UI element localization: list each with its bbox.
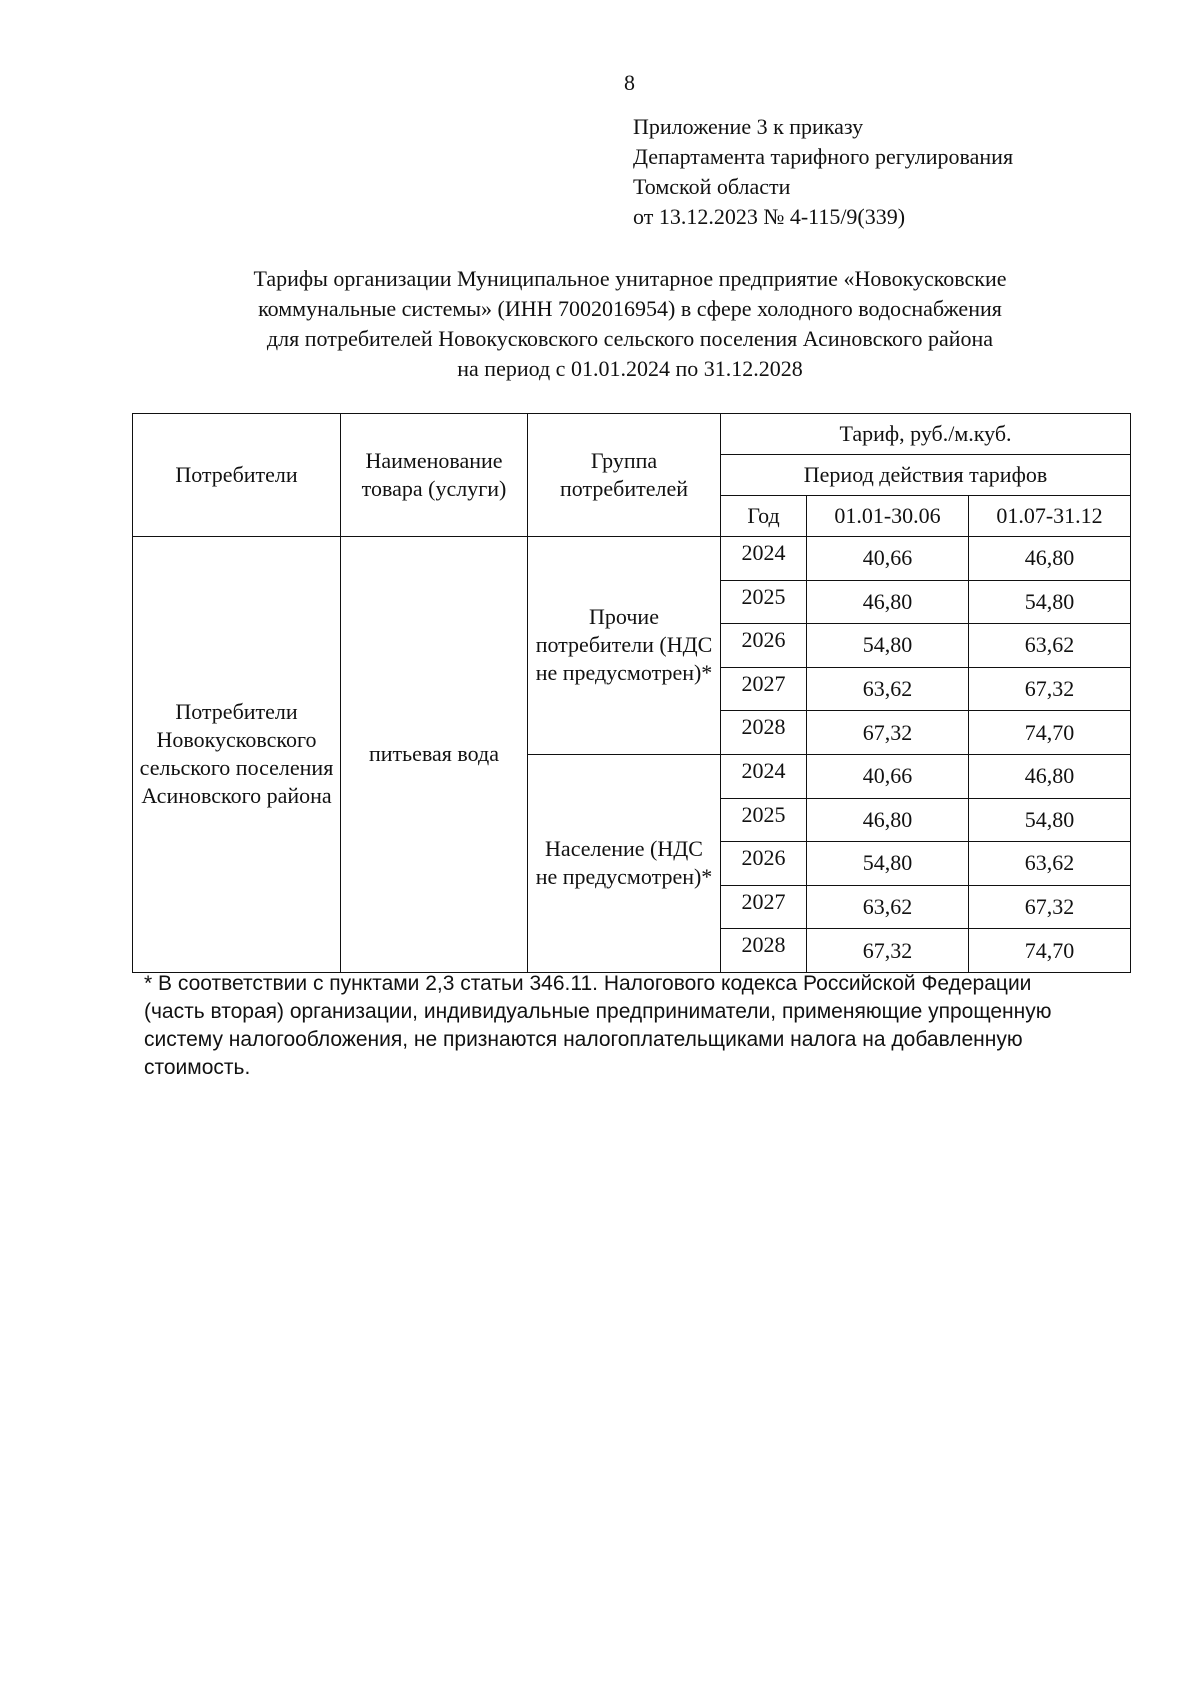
- year-cell: 2024: [721, 754, 807, 798]
- tariff-cell: 54,80: [969, 580, 1131, 624]
- year-cell: 2028: [721, 711, 807, 755]
- tariff-cell: 74,70: [969, 929, 1131, 973]
- year-cell: 2025: [721, 580, 807, 624]
- page-number: 8: [624, 70, 635, 95]
- appendix-line: Приложение 3 к приказу: [633, 114, 864, 139]
- title-line: на период с 01.01.2024 по 31.12.2028: [457, 356, 803, 381]
- year-cell: 2026: [721, 842, 807, 886]
- header-period: Период действия тарифов: [721, 455, 1131, 496]
- tariff-cell: 63,62: [807, 885, 969, 929]
- document-title: [130, 264, 1130, 384]
- year-cell: 2028: [721, 929, 807, 973]
- header-second-half: 01.07-31.12: [969, 496, 1131, 537]
- appendix-line: от 13.12.2023 № 4-115/9(339): [633, 204, 906, 229]
- tariff-cell: 63,62: [969, 624, 1131, 668]
- tariff-cell: 46,80: [807, 798, 969, 842]
- tariff-cell: 67,32: [807, 929, 969, 973]
- footnote-line: стоимость.: [144, 1056, 251, 1079]
- tariff-cell: 63,62: [969, 842, 1131, 886]
- tariff-cell: 46,80: [969, 537, 1131, 581]
- tariff-cell: 40,66: [807, 537, 969, 581]
- tariff-cell: 67,32: [969, 667, 1131, 711]
- year-cell: 2025: [721, 798, 807, 842]
- tariff-cell: 54,80: [969, 798, 1131, 842]
- group-cell: Прочие потребители (НДС не предусмотрен)*: [528, 537, 721, 755]
- appendix-block: [633, 112, 1013, 232]
- year-cell: 2027: [721, 667, 807, 711]
- consumers-cell: Потребители Новокусковского сельского поселения Асиновского района: [133, 537, 341, 973]
- footnote-line: * В соответствии с пунктами 2,3 статьи 346.11. Налогового кодекса Российской Федерации: [144, 972, 1032, 995]
- title-line: коммунальные системы» (ИНН 7002016954) в сфере холодного водоснабжения: [258, 296, 1002, 321]
- footnote: [144, 970, 1119, 1082]
- tariff-cell: 46,80: [807, 580, 969, 624]
- year-cell: 2026: [721, 624, 807, 668]
- year-cell: 2027: [721, 885, 807, 929]
- year-cell: 2024: [721, 537, 807, 581]
- group-cell: Население (НДС не предусмотрен)*: [528, 754, 721, 972]
- tariff-cell: 63,62: [807, 667, 969, 711]
- header-row: [133, 414, 1131, 455]
- appendix-line: Томской области: [633, 174, 791, 199]
- tariff-cell: 54,80: [807, 624, 969, 668]
- header-tariff: Тариф, руб./м.куб.: [721, 414, 1131, 455]
- tariff-cell: 54,80: [807, 842, 969, 886]
- table-row: [133, 537, 1131, 581]
- tariff-cell: 46,80: [969, 754, 1131, 798]
- tariff-cell: 67,32: [969, 885, 1131, 929]
- header-first-half: 01.01-30.06: [807, 496, 969, 537]
- tariff-cell: 40,66: [807, 754, 969, 798]
- footnote-line: систему налогообложения, не признаются налогоплательщиками налога на добавленную: [144, 1028, 1023, 1051]
- footnote-line: (часть вторая) организации, индивидуальные предприниматели, применяющие упрощенную: [144, 1000, 1052, 1023]
- tariff-cell: 74,70: [969, 711, 1131, 755]
- title-line: для потребителей Новокусковского сельского поселения Асиновского района: [266, 326, 994, 351]
- header-group: Группа потребителей: [528, 414, 721, 537]
- title-line: Тарифы организации Муниципальное унитарное предприятие «Новокусковские: [253, 266, 1007, 291]
- product-cell: питьевая вода: [341, 537, 528, 973]
- header-product: Наименование товара (услуги): [341, 414, 528, 537]
- tariff-table: [132, 413, 1131, 973]
- header-consumers: Потребители: [133, 414, 341, 537]
- tariff-cell: 67,32: [807, 711, 969, 755]
- appendix-line: Департамента тарифного регулирования: [633, 144, 1014, 169]
- header-year: Год: [721, 496, 807, 537]
